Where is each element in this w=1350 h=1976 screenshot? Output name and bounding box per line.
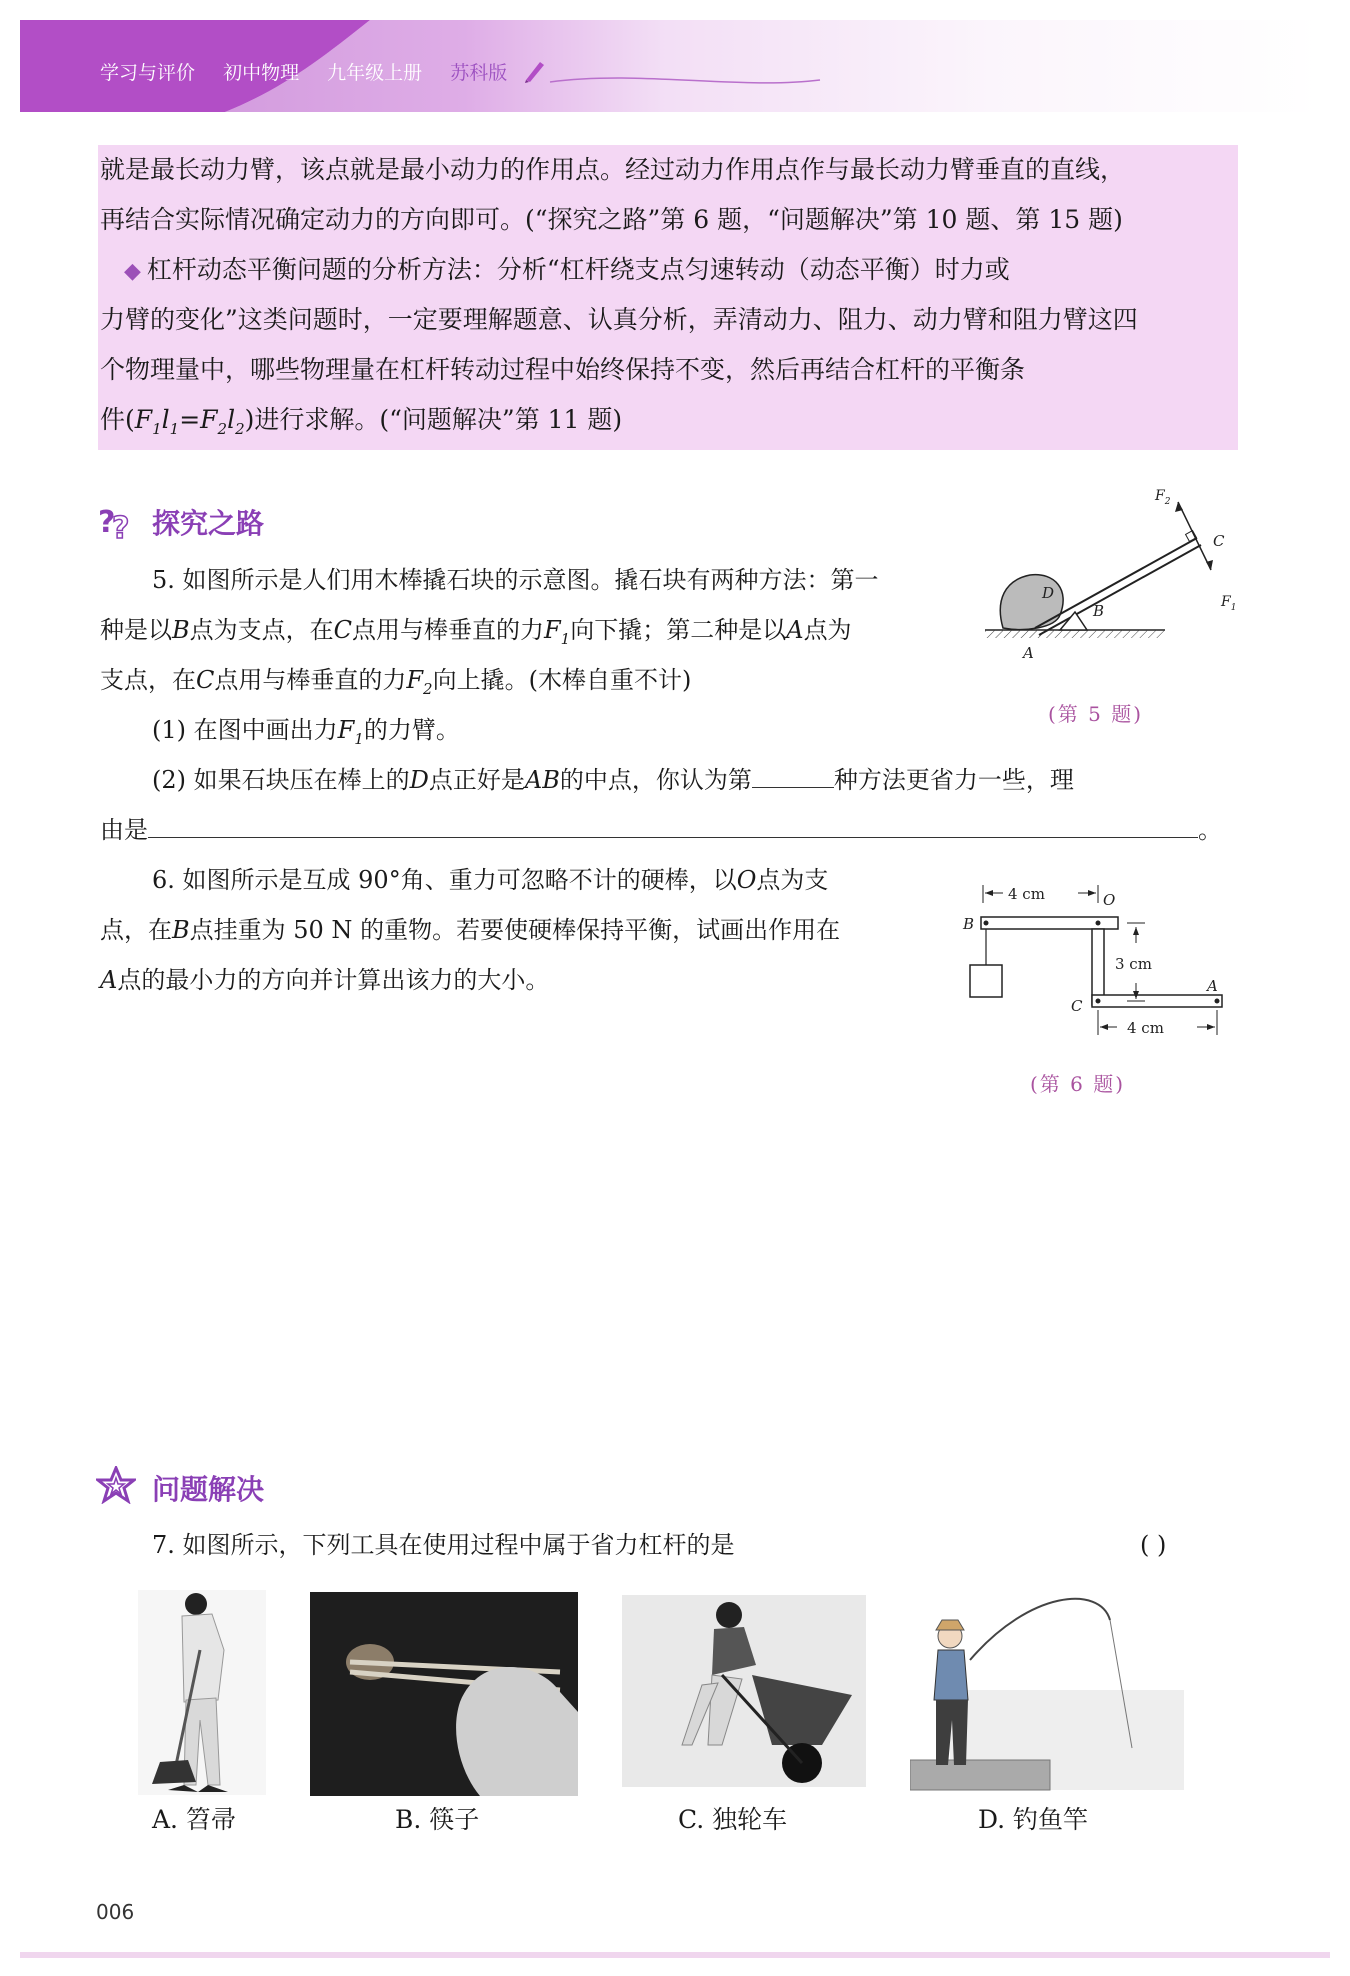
q5-reason-blank[interactable] bbox=[148, 815, 1198, 838]
ground-hatch bbox=[985, 630, 1165, 638]
svg-text:?: ? bbox=[98, 505, 116, 540]
pen-icon bbox=[522, 58, 546, 84]
option-d-label[interactable]: D. 钓鱼竿 bbox=[978, 1805, 1089, 1834]
question-marks-icon bbox=[96, 502, 136, 540]
q6-line-2: 点，在B点挂重为 50 N 的重物。若要使硬棒保持平衡，试画出作用在 bbox=[100, 916, 841, 944]
label-f1: $F_1$ bbox=[1221, 594, 1237, 613]
tips-line-5: 个物理量中，哪些物理量在杠杆转动过程中始终保持不变，然后再结合杠杆的平衡条 bbox=[100, 355, 1026, 384]
option-b-label[interactable]: B. 筷子 bbox=[395, 1805, 480, 1834]
point-o bbox=[1096, 921, 1101, 926]
tips-line-3: ◆ 杠杆动态平衡问题的分析方法：分析“杠杆绕支点匀速转动（动态平衡）时力或 bbox=[124, 255, 1010, 284]
svg-text:?: ? bbox=[112, 511, 130, 540]
label-a: A bbox=[1023, 644, 1034, 662]
q5-sub-1: (1) 在图中画出力$F_1$的力臂。 bbox=[152, 716, 460, 748]
point-b bbox=[984, 921, 989, 926]
q5-line-1: 5. 如图所示是人们用木棒撬石块的示意图。撬石块有两种方法：第一 bbox=[152, 566, 879, 594]
q5-lever-diagram bbox=[975, 480, 1255, 670]
label-c: C bbox=[1071, 997, 1083, 1015]
option-c-label[interactable]: C. 独轮车 bbox=[678, 1805, 788, 1834]
label-a: A bbox=[1207, 977, 1218, 995]
q5-method-blank[interactable] bbox=[752, 765, 834, 788]
header-book: 学习与评价 bbox=[100, 62, 196, 84]
q5-reason-line: 由是 。 bbox=[100, 816, 1222, 844]
header-course: 初中物理 bbox=[223, 62, 300, 84]
rock-shape bbox=[1000, 575, 1063, 630]
tips-line-6: 件$(F_1l_1=F_2l_2)$进行求解。(“问题解决”第 11 题) bbox=[100, 405, 623, 438]
bent-rod bbox=[981, 917, 1222, 1007]
header-text bbox=[100, 58, 529, 85]
header-grade: 九年级上册 bbox=[327, 62, 423, 84]
tips-line-1: 就是最长动力臂，该点就是最小动力的作用点。经过动力作用点作与最长动力臂垂直的直线， bbox=[100, 155, 1126, 184]
label-f2: $F_2$ bbox=[1155, 488, 1171, 507]
chopsticks-photo bbox=[310, 1592, 578, 1796]
header-edition: 苏科版 bbox=[450, 62, 508, 84]
label-c: C bbox=[1213, 532, 1225, 550]
q5-caption: (第 5 题) bbox=[1048, 702, 1144, 726]
diamond-bullet-icon: ◆ bbox=[124, 259, 141, 284]
q6-bent-rod-diagram bbox=[955, 875, 1240, 1055]
q6-line-3: A点的最小力的方向并计算出该力的大小。 bbox=[100, 966, 550, 994]
wheelbarrow-photo bbox=[622, 1595, 866, 1787]
star-icon bbox=[96, 1466, 136, 1504]
q5-line-2: 种是以B点为支点，在C点用与棒垂直的力$F_1$向下撬；第二种是以A点为 bbox=[100, 616, 852, 648]
label-o: O bbox=[1103, 891, 1116, 909]
right-dim-label: 3 cm bbox=[1115, 955, 1152, 973]
label-b: B bbox=[1093, 602, 1105, 620]
q7-answer-bracket[interactable]: ( ) bbox=[1140, 1531, 1167, 1559]
label-b: B bbox=[963, 915, 975, 933]
q6-line-1: 6. 如图所示是互成 90°角、重力可忽略不计的硬棒，以O点为支 bbox=[152, 866, 829, 894]
bottom-band bbox=[20, 1952, 1330, 1958]
top-dim-label: 4 cm bbox=[1008, 885, 1045, 903]
point-a bbox=[1215, 999, 1220, 1004]
q5-line-3: 支点，在C点用与棒垂直的力$F_2$向上撬。(木棒自重不计) bbox=[100, 666, 692, 698]
q5-sub-2: (2) 如果石块压在棒上的D点正好是AB的中点，你认为第 种方法更省力一些，理 bbox=[152, 766, 1074, 794]
option-a-label[interactable]: A. 笤帚 bbox=[152, 1805, 236, 1834]
page-number: 006 bbox=[96, 1900, 135, 1924]
hanging-weight bbox=[970, 965, 1002, 997]
tips-line-2: 再结合实际情况确定动力的方向即可。(“探究之路”第 6 题，“问题解决”第 10 题、第 15 题) bbox=[100, 205, 1123, 234]
solve-section-title: 问题解决 bbox=[152, 1473, 265, 1506]
point-c bbox=[1096, 999, 1101, 1004]
q7-question: 7. 如图所示，下列工具在使用过程中属于省力杠杆的是 bbox=[152, 1531, 735, 1559]
explore-section-title: 探究之路 bbox=[152, 507, 265, 540]
force-line bbox=[1178, 502, 1211, 570]
formula-balance: $F_1l_1=F_2l_2$ bbox=[134, 405, 245, 438]
tips-line-4: 力臂的变化”这类问题时，一定要理解题意、认真分析，弄清动力、阻力、动力臂和阻力臂这四 bbox=[100, 305, 1138, 334]
label-d: D bbox=[1042, 584, 1055, 602]
broom-photo bbox=[138, 1590, 266, 1795]
bottom-dim-label: 4 cm bbox=[1127, 1019, 1164, 1037]
fishing-rod-illustration bbox=[910, 1590, 1184, 1795]
q6-caption: (第 6 题) bbox=[1030, 1072, 1126, 1096]
